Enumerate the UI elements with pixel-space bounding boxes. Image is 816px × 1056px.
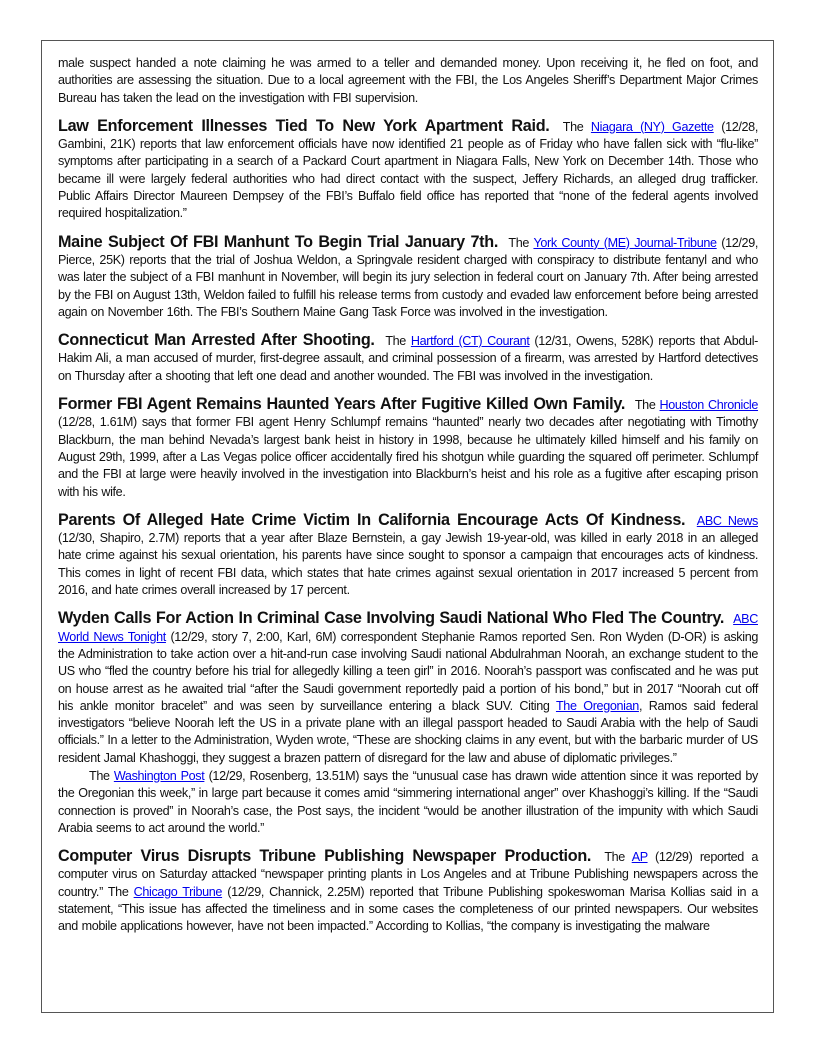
article-headline: Law Enforcement Illnesses Tied To New York Apartment Raid.: [58, 116, 550, 135]
source-link[interactable]: Houston Chronicle: [659, 398, 759, 413]
article-paragraph: [58, 610, 758, 767]
article-text: (12/29, Channick, 2.25M) reported that Tribune Publishing spokeswoman Marisa Kollias said in a statement, “This issue has affected the timeliness and in some cases the completeness of our printed newspapers. Our websites and mobile applications however, have not been impacted.” According to Kollias, “the company is investigating the malware: [58, 884, 758, 934]
article-paragraph: [58, 396, 758, 501]
source-link[interactable]: Niagara (NY) Gazette: [590, 119, 714, 134]
source-link[interactable]: Hartford (CT) Courant: [410, 334, 530, 349]
article-text: The: [508, 235, 534, 250]
article-continuation: [58, 768, 758, 837]
article-paragraph: [58, 512, 758, 599]
article-text: , Ramos said federal investigators “believe Noorah left the US in a private plane with an illegal passport headed to Saudi Arabia with the help of Saudi officials.” In a letter to the Administration, Wyden wrote, “These are shocking claims in any event, but with the barbaric murder of US resident Jamal Khashoggi, they suggest a brazen pattern of disregard for the law and abuse of diplomatic privileges.”: [58, 698, 758, 765]
article-text: (12/28, 1.61M) says that former FBI agent Henry Schlumpf remains “haunted” nearly two decades after negotiating with Timothy Blackburn, the man behind Nevada’s largest bank heist in history in 1998, because he ultimately killed himself and his family on August 29th, 1999, after a Las Vegas police officer accidentally fired his shotgun while guarding the squared off perimeter. Schlumpf and the FBI at large were heavily involved in the investigation into Blackburn’s heist and his role as a fugitive after escaping prison with his wife.: [58, 415, 758, 499]
article-text: (12/30, Shapiro, 2.7M) reports that a year after Blaze Bernstein, a gay Jewish 19-year-old, was killed in early 2018 in an alleged hate crime against his sexual orientation, his parents have since sought to sponsor a campaign that encourages acts of kindness. This comes in light of recent FBI data, which states that hate crimes against sexual orientation in 2017 increased 5 percent from 2016, and hate crimes overall increased by 17 percent.: [58, 531, 758, 598]
article-paragraph: [58, 332, 758, 385]
article-paragraph: [58, 55, 758, 107]
article-paragraph: [58, 848, 758, 935]
article-headline: Wyden Calls For Action In Criminal Case Involving Saudi National Who Fled The Country.: [58, 609, 725, 628]
source-link[interactable]: York County (ME) Journal-Tribune: [533, 235, 717, 250]
article-text: (12/29, story 7, 2:00, Karl, 6M) correspondent Stephanie Ramos reported Sen. Ron Wyden (D-OR) is asking the Administration to take action over a hit-and-run case involving Saudi national Abdulrahman Noorah, an exchange student to the US who “fled the country before his trial for allegedly killing a teen girl” in 2016. Noorah’s passport was confiscated and he was put on house arrest as he awaited trial “after the Saudi government reportedly paid a portion of his bond,” but in 2017 “Noorah cut off his ankle monitor bracelet” and was seen by surveillance entering a black SUV. Citing: [58, 629, 759, 713]
source-link[interactable]: ABC World News Tonight: [58, 612, 758, 644]
source-link[interactable]: Chicago Tribune: [133, 884, 223, 899]
document-body: [58, 55, 758, 947]
article-text: (12/29, Pierce, 25K) reports that the trial of Joshua Weldon, a Springvale resident charged with conspiracy to distribute fentanyl and who was later the subject of a FBI manhunt in November, will begin its jury selection in federal court on January 7th. After being arrested by the FBI on August 13th, Weldon failed to fulfill his release terms from custody and evaded law enforcement before being arrested again on November 16th. The FBI’s Southern Maine Gang Task Force was involved in the investigation.: [58, 235, 759, 319]
article-text: The: [89, 768, 114, 783]
article-headline: Computer Virus Disrupts Tribune Publishing Newspaper Production.: [58, 847, 592, 866]
article-headline: Parents Of Alleged Hate Crime Victim In California Encourage Acts Of Kindness.: [58, 510, 686, 529]
source-link[interactable]: ABC News: [696, 513, 758, 528]
article-text: (12/31, Owens, 528K) reports that Abdul-Hakim Ali, a man accused of murder, first-degree assault, and criminal possession of a firearm, was arrested by Hartford detectives on Thursday after a shooting that left one dead and another wounded. The FBI was involved in the investigation.: [58, 334, 758, 383]
article-headline: Maine Subject Of FBI Manhunt To Begin Trial January 7th.: [58, 232, 499, 251]
source-link[interactable]: The Oregonian: [555, 698, 639, 713]
article-text: male suspect handed a note claiming he was armed to a teller and demanded money. Upon receiving it, he fled on foot, and authorities are assessing the situation. Due to a local agreement with the FBI, the Los Angeles Sheriff’s Department Major Crimes Bureau has taken the lead on the investigation with FBI supervision.: [58, 56, 758, 105]
source-link[interactable]: Washington Post: [113, 768, 205, 783]
article-text: (12/29, Rosenberg, 13.51M) says the “unusual case has drawn wide attention since it was reported by the Oregonian this week,” in large part because it comes amid “simmering international anger” over Khashoggi’s killing. If the “Saudi connection is proved” in Noorah’s case, the Post says, the incident “would be another illustration of the impunity with which Saudi Arabia seems to act around the world.”: [58, 768, 758, 835]
article-text: The: [634, 398, 660, 413]
article-text: (12/28, Gambini, 21K) reports that law enforcement officials have now identified 21 people as of Friday who have fallen sick with “flu-like” symptoms after participating in a search of a Packard Court apartment in Niagara Falls, New York on December 14th. Those who became ill were largely federal authorities who had direct contact with the suspect, Jeffery Richards, an alleged drug trafficker. Public Affairs Director Maureen Dempsey of the FBI’s Buffalo field office has reported that “none of the federal agents involved required hospitalization.”: [58, 119, 758, 221]
article-text: The: [604, 850, 632, 865]
article-headline: Connecticut Man Arrested After Shooting.: [58, 331, 375, 350]
article-paragraph: [58, 234, 758, 321]
article-text: The: [385, 334, 411, 349]
article-text: (12/29) reported a computer virus on Saturday attacked “newspaper printing plants in Los Angeles and at Tribune Publishing newspapers across the country.” The: [58, 850, 759, 899]
article-headline: Former FBI Agent Remains Haunted Years After Fugitive Killed Own Family.: [58, 395, 626, 414]
article-text: The: [562, 119, 591, 134]
article-paragraph: [58, 118, 758, 223]
source-link[interactable]: AP: [631, 850, 648, 865]
